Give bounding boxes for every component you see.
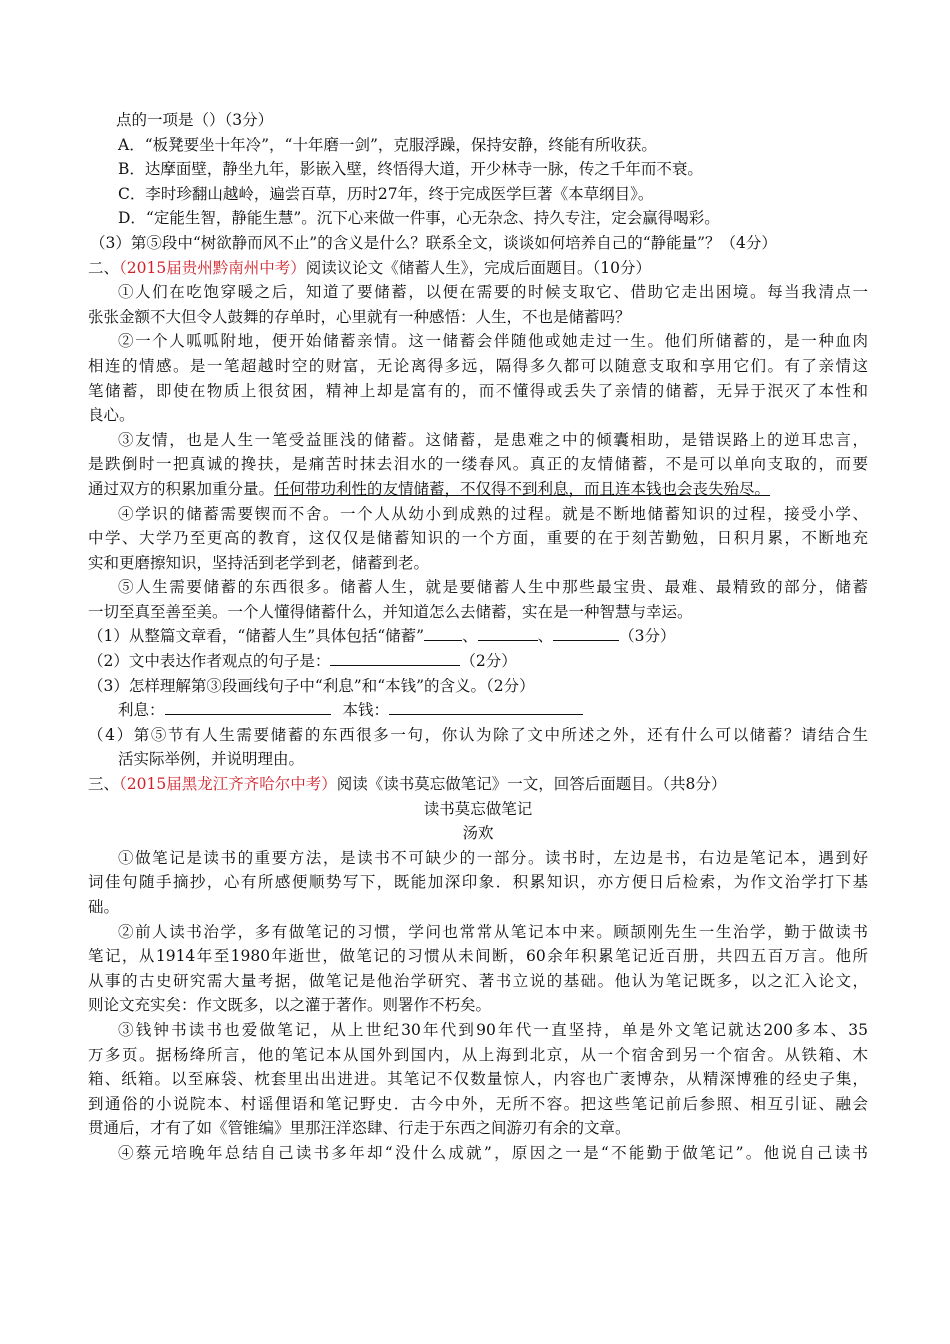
s2-question-4-line: （4）第⑤节有人生需要储蓄的东西很多一句，你认为除了文中所述之外，还有什么可以储蓄？请结合生 [88, 725, 868, 744]
option-b: B．达摩面壁，静坐九年，影嵌入壁，终悟得大道，开少林寺一脉，传之千年而不衰。 [118, 160, 703, 179]
principal-label: 本钱： [342, 701, 390, 720]
s2-q1-sep: 、 [537, 627, 554, 646]
s2-p4-line: 实和更磨擦知识，坚持活到老学到老，储蓄到老。 [88, 553, 430, 572]
s2-p3-plain: 通过双方的积累加重分量。 [88, 479, 275, 498]
s2-q2-points: （2分） [460, 652, 517, 671]
section2-heading [88, 256, 868, 281]
s3-p2-line: 从事的古史研究需大量考据，做笔记是他治学研究、著书立说的基础。他认为笔记既多，以之汇入论文， [88, 971, 868, 990]
section3-heading [88, 772, 868, 797]
s2-p1-line: 张张金额不大但令人鼓舞的存单时，心里就有一种感悟：人生，不也是储蓄吗？ [88, 307, 631, 326]
section3-intro: 阅读《读书莫忘做笔记》一文，回答后面题目。（共8分） [336, 775, 727, 794]
s3-p3-line: 到通俗的小说院本、村谣俚语和笔记野史．古今中外，无所不容。把这些笔记前后参照、相互引证、融会 [88, 1094, 868, 1113]
s2-p4-line: 中学、大学乃至更高的教育，这仅仅是储蓄知识的一个方面，重要的在于刻苦勤勉，日积月累，不断地充 [88, 529, 868, 548]
answer-blank-3[interactable] [553, 625, 619, 641]
question-3: （3）第⑤段中“树欲静而风不止”的含义是什么？联系全文，谈谈如何培养自己的“静能量”？（4分） [90, 233, 777, 252]
section3-number: 三、 [88, 775, 120, 794]
section2-intro: 阅读议论文《储蓄人生》，完成后面题目。（10分） [305, 258, 651, 277]
s2-question-1 [88, 624, 868, 649]
s2-question-4-line: 活实际举例，并说明理由。 [118, 750, 305, 769]
s3-p3-line: 箱、纸箱。以至麻袋、枕套里出出进进。其笔记不仅数量惊人，内容也广袤博杂，从精深博雅的经史子集， [88, 1070, 868, 1089]
s3-p3-line: 万多页。据杨绛所言，他的笔记本从国外到国内，从上海到北京，从一个宿舍到另一个宿舍。从铁箱、木 [88, 1045, 868, 1064]
s2-q1-sep: 、 [462, 627, 478, 646]
s3-p3-line: 贯通后，才有了如《管锥编》里那汪洋恣肆、行走于东西之间游刃有余的文章。 [88, 1119, 631, 1138]
s2-question-3: （3）怎样理解第③段画线句子中“利息”和“本钱”的含义。（2分） [88, 676, 535, 695]
s2-p3-underlined-sentence: 任何带功利性的友情储蓄，不仅得不到利息，而且连本钱也会丧失殆尽。 [274, 479, 771, 498]
principal-answer-blank[interactable] [389, 699, 583, 715]
s3-p2-line: ②前人读书治学，多有做笔记的习惯，学问也常常从笔记本中来。顾颉刚先生一生治学，勤于做读书 [118, 922, 868, 941]
s2-q2-text: （2）文中表达作者观点的句子是： [88, 652, 331, 671]
section3-source: （2015届黑龙江齐齐哈尔中考） [119, 775, 337, 794]
option-d: D．“定能生智，静能生慧”。沉下心来做一件事，心无杂念、持久专注，定会赢得喝彩。 [118, 209, 720, 228]
s2-p2-line: 良心。 [88, 406, 135, 425]
section2-source: （2015届贵州黔南州中考） [119, 258, 306, 277]
s2-p2-line: 笔储蓄，即使在物质上很贫困，精神上却是富有的，而不懂得或丢失了亲情的储蓄，无异于泯灭了本性和 [88, 381, 868, 400]
s2-q1-text: （1）从整篇文章看，“储蓄人生”具体包括“储蓄” [88, 627, 425, 646]
s2-q3-answers [88, 698, 868, 723]
s3-p1-line: 词佳句随手摘抄，心有所感便顺势写下，既能加深印象．积累知识，亦方便日后检索，为作文治学打下基 [88, 873, 868, 892]
s2-q1-points: （3分） [619, 627, 676, 646]
q1-stem: 点的一项是（）（3分） [116, 111, 274, 129]
option-a: A．“板凳要坐十年冷”，“十年磨一剑”，克服浮躁，保持安静，终能有所收获。 [118, 135, 657, 154]
s2-p3-line [88, 477, 868, 502]
s3-p3-line: ③钱钟书读书也爱做笔记，从上世纪30年代到90年代一直坚持，单是外文笔记就达200多本、35 [118, 1020, 868, 1039]
exam-page [88, 108, 868, 1166]
option-c: C．李时珍翻山越岭，遍尝百草，历时27年，终于完成医学巨著《本草纲目》。 [118, 184, 654, 203]
s3-p1-line: 础。 [88, 898, 120, 916]
s2-p3-line: ③友情，也是人生一笔受益匪浅的储蓄。这储蓄，是患难之中的倾囊相助，是错误路上的逆耳忠言， [118, 430, 868, 449]
answer-blank-1[interactable] [424, 625, 462, 641]
s2-p4-line: ④学识的储蓄需要锲而不舍。一个人从幼小到成熟的过程。就是不断地储蓄知识的过程，接受小学、 [118, 504, 868, 523]
answer-blank-q2[interactable] [330, 650, 460, 666]
s2-question-2 [88, 649, 868, 674]
s2-p2-line: 相连的情感。是一笔超越时空的财富，无论离得多远，隔得多久都可以随意支取和享用它们。有了亲情这 [88, 356, 868, 375]
s2-p1-line: ①人们在吃饱穿暖之后，知道了要储蓄，以便在需要的时候支取它、借助它走出困境。每当我清点一 [118, 283, 868, 302]
s2-p5-line: ⑤人生需要储蓄的东西很多。储蓄人生，就是要储蓄人生中那些最宝贵、最难、最精致的部分，储蓄 [118, 578, 868, 597]
s3-p4-line: ④蔡元培晚年总结自己读书多年却“没什么成就”，原因之一是“不能勤于做笔记”。他说自己读书 [118, 1143, 868, 1162]
s3-p1-line: ①做笔记是读书的重要方法，是读书不可缺少的一部分。读书时，左边是书，右边是笔记本，遇到好 [118, 848, 868, 867]
s2-p5-line: 一切至真至善至美。一个人懂得储蓄什么，并知道怎么去储蓄，实在是一种智慧与幸运。 [88, 602, 693, 621]
section2-number: 二、 [88, 258, 120, 277]
article-author: 汤欢 [462, 824, 494, 843]
interest-label: 利息： [118, 701, 165, 720]
s2-p2-line: ②一个人呱呱附地，便开始储蓄亲情。这一储蓄会伴随他或她走过一生。他们所储蓄的，是一种血肉 [118, 332, 868, 351]
article-title: 读书莫忘做笔记 [423, 799, 533, 818]
answer-blank-2[interactable] [478, 625, 538, 641]
interest-answer-blank[interactable] [165, 699, 331, 715]
s2-p3-line: 是跌倒时一把真诚的搀扶，是痛苦时抹去泪水的一缕春风。真正的友情储蓄，不是可以单向支取的，而要 [88, 455, 868, 474]
s3-p2-line: 笔记，从1914年至1980年逝世，做笔记的习惯从未间断，60余年积累笔记近百册，共四五百万言。他所 [88, 947, 868, 966]
s3-p2-line: 则论文充实矣：作文既多，以之灌于著作。则署作不朽矣。 [88, 996, 492, 1015]
